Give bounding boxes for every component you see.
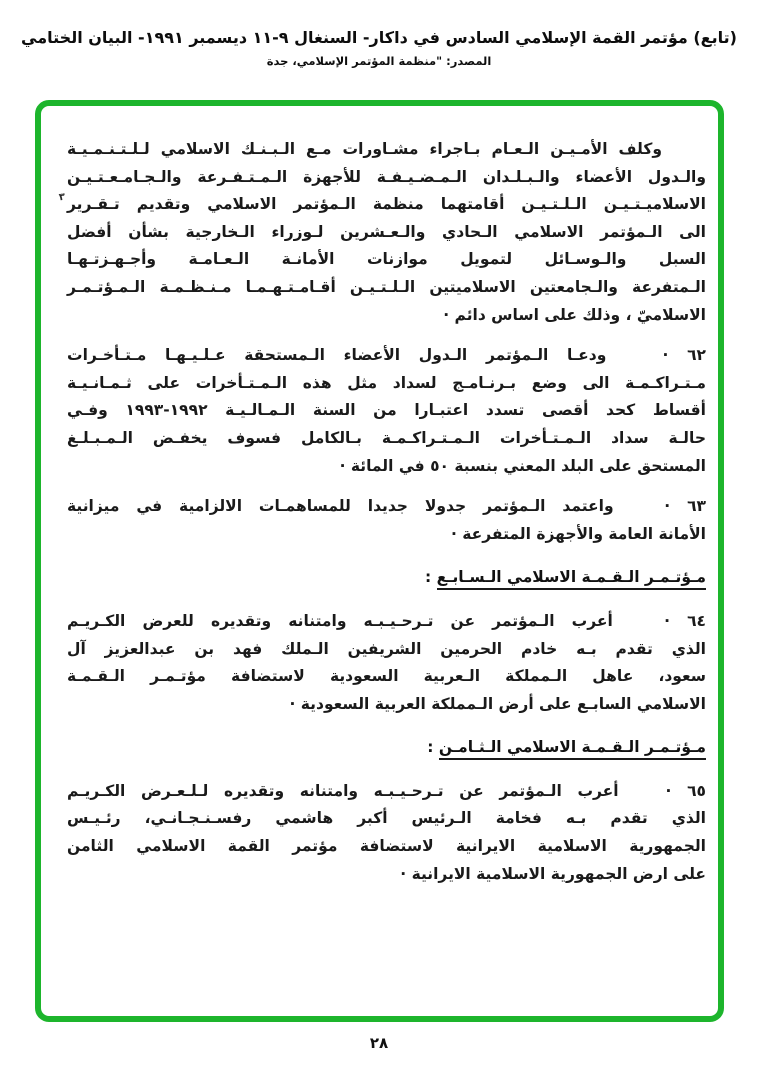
paragraph-line: السبل والـوسـائل لتمويل موازنات الأمانـة الـعـامـة وأجـهـزتـهـا xyxy=(67,250,706,269)
paragraph-line: الاسلامي السابـع على أرض الـمملكة العربية السعودية · xyxy=(289,694,706,713)
paragraph xyxy=(67,608,706,718)
paragraph-line: أقساط كحد أقصى تسدد اعتبـارا من السنة الـمـالـيـة ١٩٩٢-١٩٩٣ وفـي xyxy=(67,401,706,420)
section-heading xyxy=(67,564,706,592)
paragraph-line: مـتـراكـمـة الى وضع بـرنـامـج لسداد مثل هذه الـمـتـأخرات على ثـمـانـيـة xyxy=(67,373,706,392)
paragraph-line: وكلف الأمـيـن الـعـام بـاجراء مشـاورات مـع الـبـنـك الاسلامي لـلـتـنـمـيـة xyxy=(67,140,662,158)
paragraph-line: الاسلاميـتـيـن الـلـتـيـن أقامتهما منظمة الـمؤتمر الاسلامي وتقديم تـقـرير xyxy=(67,195,706,214)
paragraph-line: الجمهورية الاسلامية الايرانية لاستضافة مؤتمر القمة الاسلامي الثامن xyxy=(67,837,706,856)
section-heading-text: مـؤتـمـر الـقـمـة الاسلامي الـسـابـع xyxy=(437,568,706,590)
paragraph-line: الذي تقدم بـه خادم الحرمين الشريفين الـملك فهد بن عبدالعزيز آل xyxy=(67,639,706,658)
document-header xyxy=(0,26,758,70)
page-number: ٢٨ xyxy=(369,1034,389,1052)
paragraph-line: على ارض الجمهورية الاسلامية الايرانية · xyxy=(400,864,706,883)
paragraph-line: ٦٥ · أعرب الـمؤتمر عن تـرحـيـبـه وامتنانه وتقديره لـلـعـرض الكـريـم xyxy=(67,781,706,800)
paragraph-line: حالـة سداد الـمـتـأخرات الـمـتـراكـمـة بـالكامل فسوف يخفـض الـمـبـلـغ xyxy=(67,428,706,447)
paragraph-line: الذي تقدم بـه فخامة الـرئيس أكبر هاشمي رفسـنـجـانـي، رئـيـس xyxy=(67,809,706,828)
paragraph-line: ٦٤ · أعرب الـمؤتمر عن تـرحـيـبـه وامتنانه وتقديره للعرض الكـريـم xyxy=(67,611,706,630)
paragraph xyxy=(67,778,706,888)
paragraph-line: الأمانة العامة والأجهزة المتفرعة · xyxy=(451,524,706,543)
header-source: المصدر: "منظمة المؤتمر الإسلامي، جدة xyxy=(266,54,492,68)
paragraph-line: ٦٢ · ودعـا الـمؤتمر الـدول الأعضاء الـمستحقة عـلـيـهـا مـتـأخـرات xyxy=(67,346,706,365)
paragraph xyxy=(67,136,706,329)
paragraph-line: المستحق على البلد المعني بنسبة ٥٠ في المائة · xyxy=(339,456,706,475)
paragraph-line: ٦٣ · واعتمد الـمؤتمر جدولا جديدا للمساهمـات الالزامية في ميزانية xyxy=(67,497,706,516)
paragraph xyxy=(67,493,706,548)
paragraph-line: الاسلاميّ ، وذلك على اساس دائم · xyxy=(443,305,706,324)
green-border-frame xyxy=(35,100,724,1022)
section-heading xyxy=(67,734,706,762)
section-heading-text: مـؤتـمـر الـقـمـة الاسلامي الـثـامـن xyxy=(439,738,706,760)
section-heading-colon: : xyxy=(424,568,437,587)
paragraph-line: والـدول الأعضاء والـبـلـدان الـمـضـيـفـة للأجهزة الـمـتـفـرعة والـجـامـعـتـيـن xyxy=(67,167,706,186)
paragraph-line: سعود، عاهل الـمملكة الـعربية السعودية لاستضافة مؤتـمـر الـقـمـة xyxy=(67,667,706,686)
header-title: (تابع) مؤتمر القمة الإسلامي السادس في داكار- السنغال ٩-١١ ديسمبر ١٩٩١- البيان الختامي xyxy=(21,28,737,47)
section-heading-colon: : xyxy=(427,738,439,757)
paragraph-line: الى الـمؤتمر الاسلامي الـحادي والـعـشرين لـوزراء الـخارجية بشأن أفضل xyxy=(67,222,706,241)
paragraph-line: الـمتفرعة والـجامعتين الاسلاميتين الـلـتـيـن أقـامـتـهـمـا مـنـظـمـة الـمـؤتـمـر xyxy=(67,277,706,296)
paragraph xyxy=(67,342,706,480)
document-body xyxy=(41,106,718,901)
stray-mark: ٣ xyxy=(58,191,66,204)
